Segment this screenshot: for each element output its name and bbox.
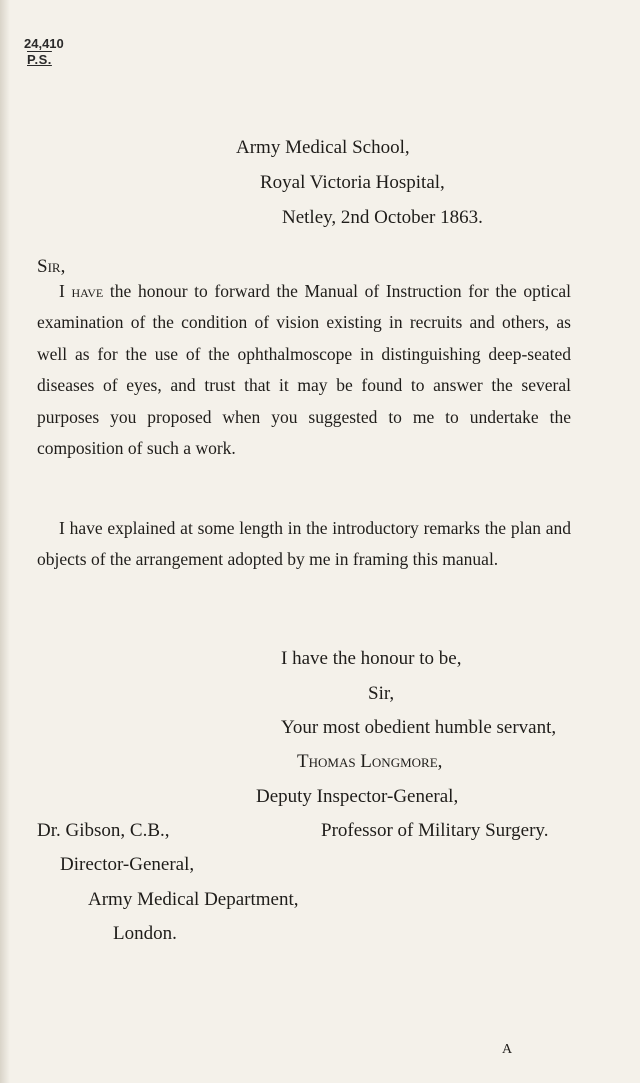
reference-number: 24,410: [24, 36, 64, 51]
paragraph-1: [37, 276, 571, 464]
signatory-title-1: Deputy Inspector-General,: [256, 786, 459, 807]
recipient-line-4: London.: [113, 923, 177, 944]
recipient-line-2: Director-General,: [60, 854, 195, 875]
recipient-line-3: Army Medical Department,: [88, 889, 299, 910]
paragraph-1-text: the honour to forward the Manual of Instruction for the optical examination of the condition of vision existing in recruits and others, as well as for the use of the ophthalmoscope in distinguishing deep-seated diseases of eyes, and trust that it may be found to answer the several purposes you proposed when you suggested to me to undertake the composition of such a work.: [37, 281, 571, 459]
address-line-3: Netley, 2nd October 1863.: [282, 207, 483, 228]
paragraph-1-lead: I have: [59, 281, 104, 301]
closing-line-1: I have the honour to be,: [281, 648, 462, 669]
closing-line-2: Sir,: [368, 683, 395, 704]
address-line-1: Army Medical School,: [236, 137, 410, 158]
reference-initials: P.S.: [27, 52, 52, 67]
salutation: Sir,: [37, 256, 66, 277]
signatory-name: Thomas Longmore,: [297, 751, 443, 772]
reference-stamp: [24, 36, 64, 68]
address-line-2: Royal Victoria Hospital,: [260, 172, 445, 193]
binding-shadow: [0, 0, 10, 1083]
signatory-title-2: Professor of Military Surgery.: [321, 820, 549, 841]
paragraph-2: I have explained at some length in the introductory remarks the plan and objects of the arrangement adopted by me in framing this manual.: [37, 518, 571, 570]
recipient-line-1: Dr. Gibson, C.B.,: [37, 820, 170, 841]
signature-mark: A: [502, 1042, 513, 1057]
closing-line-3: Your most obedient humble servant,: [281, 717, 557, 738]
